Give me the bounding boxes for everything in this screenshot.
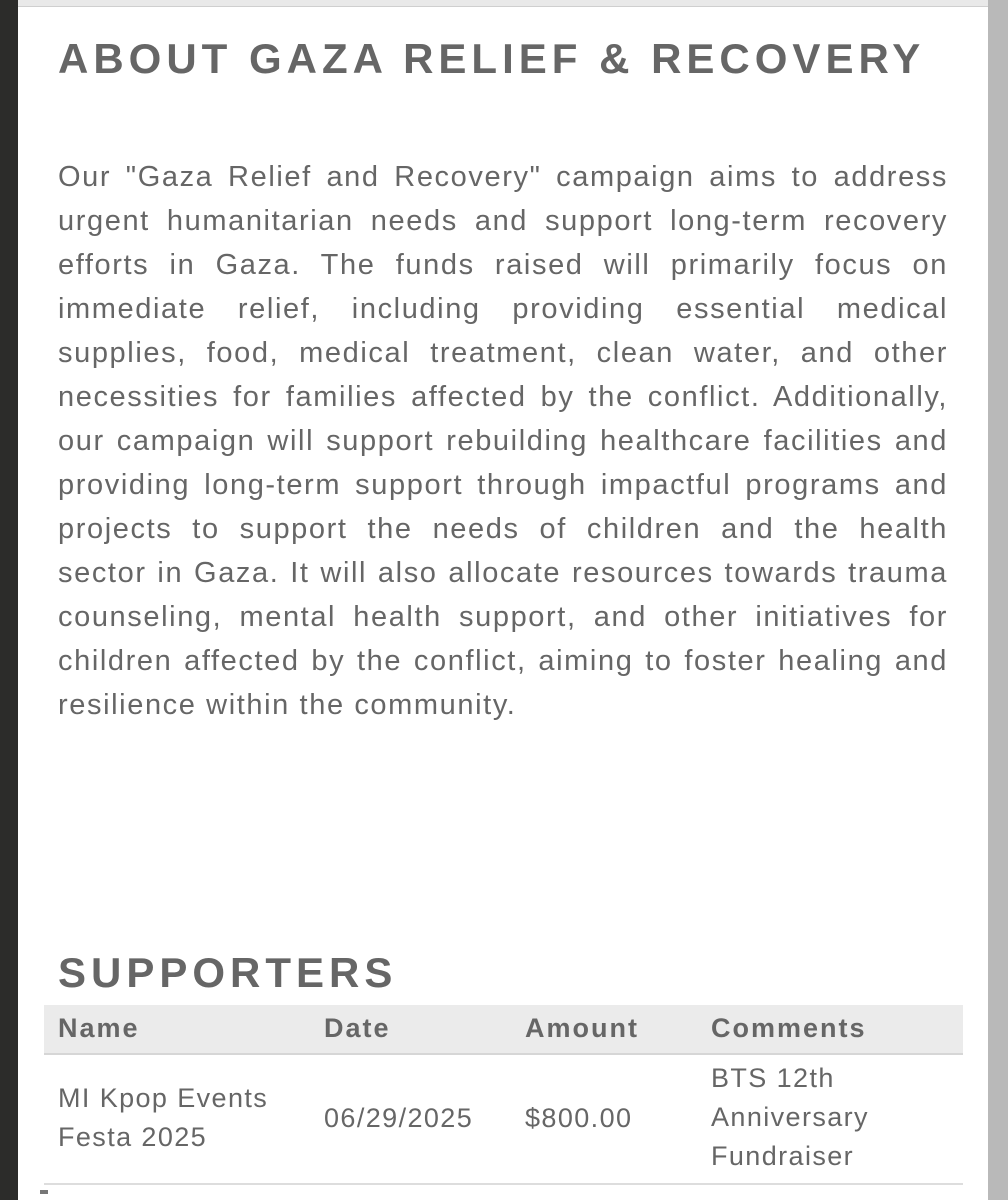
column-header-date: Date: [324, 1013, 391, 1043]
table-header: [44, 1005, 963, 1055]
top-border: [18, 0, 988, 7]
left-edge-bar: [0, 0, 18, 1200]
supporter-comments: BTS 12th Anniversary Fundraiser: [711, 1063, 869, 1171]
supporter-name: MI Kpop Events Festa 2025: [58, 1083, 269, 1152]
column-header-comments: Comments: [711, 1013, 867, 1043]
campaign-content: [18, 7, 988, 1200]
about-title: ABOUT GAZA RELIEF & RECOVERY: [58, 35, 926, 82]
column-header-amount: Amount: [525, 1013, 639, 1043]
supporters-table: [44, 1005, 963, 1185]
supporter-amount: $800.00: [525, 1103, 633, 1133]
next-row-fragment: [40, 1190, 48, 1194]
about-description: Our "Gaza Relief and Recovery" campaign aims to address urgent humanitarian needs and support long-term recovery efforts in Gaza. The funds raised will primarily focus on immediate relief, including providing essential medical supplies, food, medical treatment, clean water, and other necessities for families affected by the conflict. Additionally, our campaign will support rebuilding healthcare facilities and providing long-term support through impactful programs and projects to support the needs of children and the health sector in Gaza. It will also allocate resources towards trauma counseling, mental health support, and other initiatives for children affected by the conflict, aiming to foster healing and resilience within the community.: [58, 161, 948, 721]
supporter-date: 06/29/2025: [324, 1103, 474, 1133]
column-header-name: Name: [58, 1013, 140, 1043]
supporters-title: SUPPORTERS: [58, 949, 398, 996]
table-row: [44, 1055, 963, 1185]
scrollbar-track[interactable]: [988, 0, 1008, 1200]
